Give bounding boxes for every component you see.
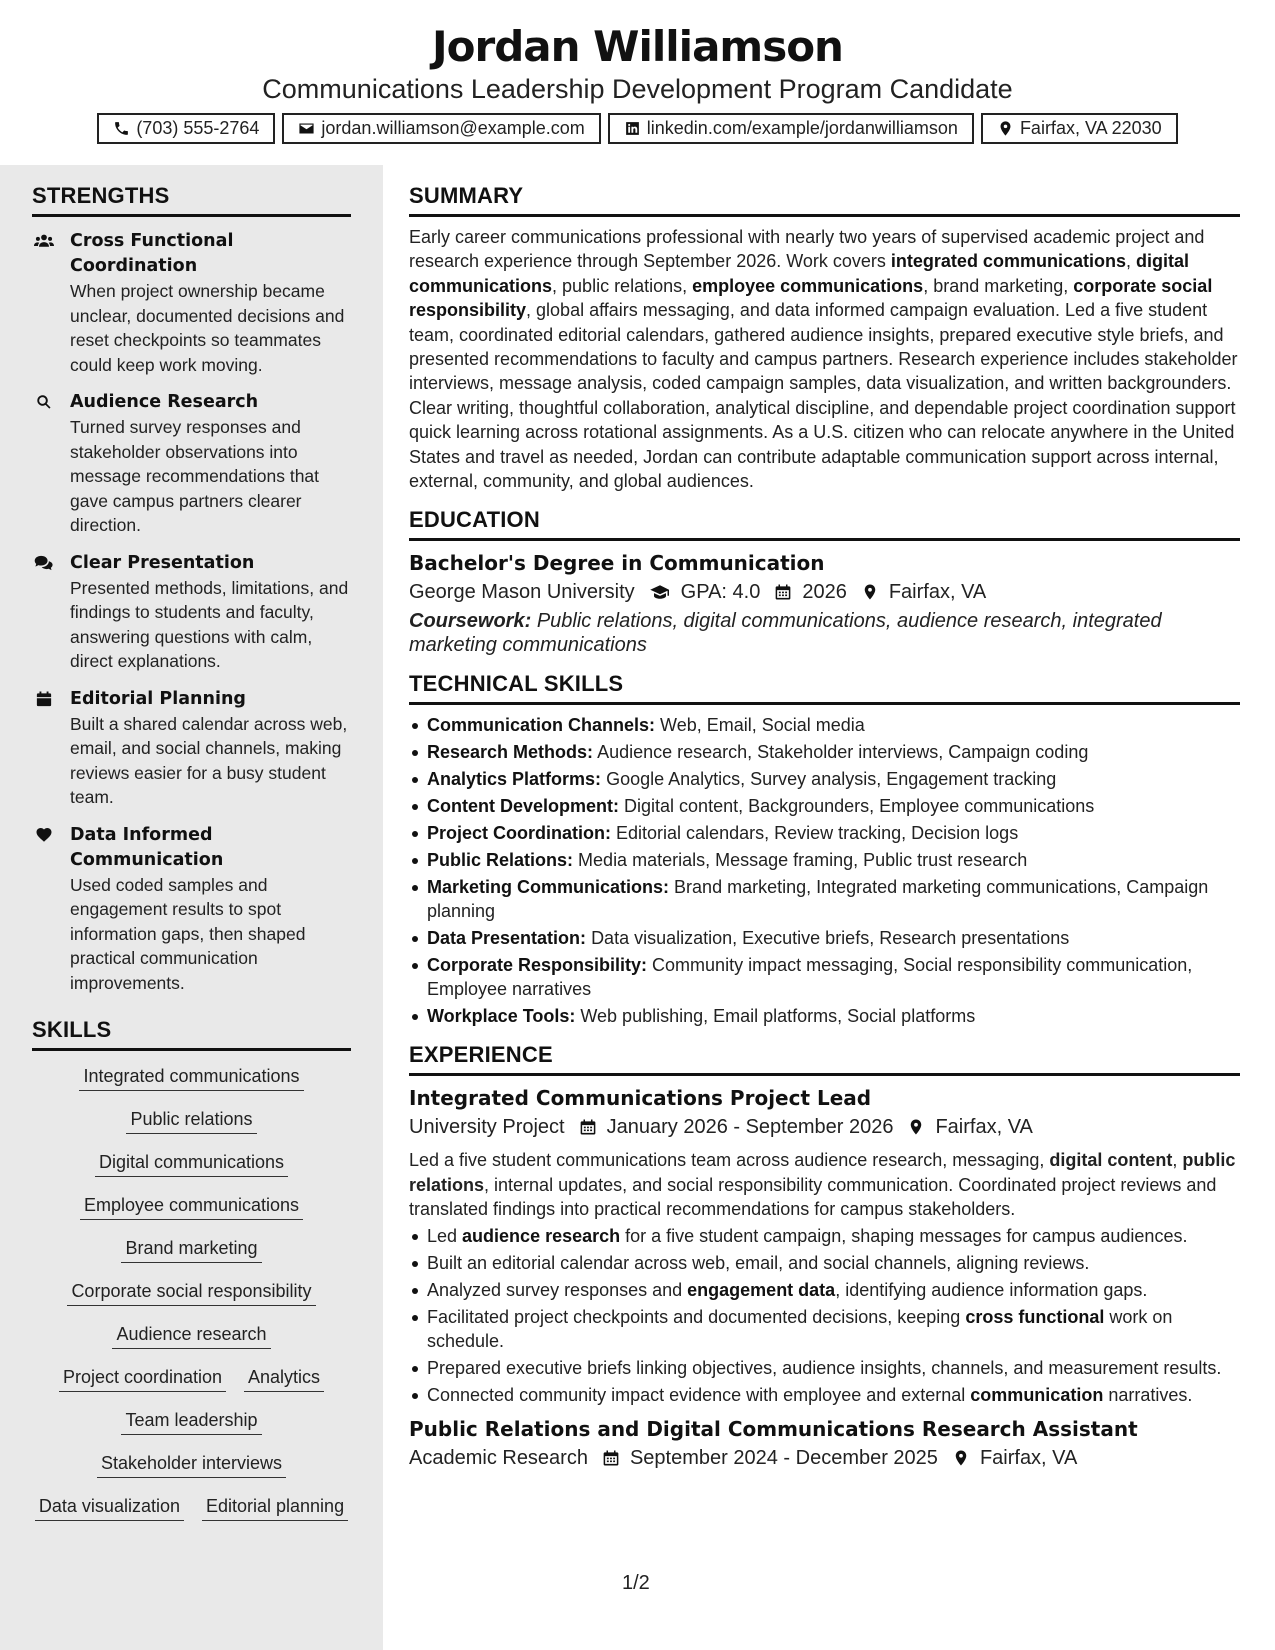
education-location: Fairfax, VA bbox=[888, 581, 987, 604]
sidebar bbox=[0, 165, 383, 1650]
summary-text: Early career communications professional with nearly two years of supervised academic project and research experience through September 2026. Work covers integrated communications, digital communications, public relations, employee communications, brand marketing, corporate social responsibility, global affairs messaging, and data informed campaign evaluation. Led a five student team, coordinated editorial calendars, gathered audience insights, prepared executive style briefs, and presented recommendations to faculty and campus partners. Research experience includes stakeholder interviews, message analysis, coded campaign samples, data visualization, and written backgrounders. Clear writing, thoughtful collaboration, analytical discipline, and dependable project coordination support quick learning across rotational assignments. As a U.S. citizen who can relocate anywhere in the United States and travel as needed, Jordan can contribute adaptable communication support across internal, external, community, and global audiences. bbox=[409, 227, 1238, 492]
page-number: 1/2 bbox=[622, 1572, 650, 1594]
tech-skill-item bbox=[409, 953, 1240, 1001]
bold-keyword: public relations bbox=[409, 1150, 1236, 1195]
comments-icon bbox=[32, 553, 56, 573]
strength-title: Clear Presentation bbox=[70, 552, 255, 573]
strength-item bbox=[32, 390, 351, 538]
calendar-icon bbox=[774, 583, 792, 601]
tech-skill-value: Brand marketing, Integrated marketing communications, Campaign planning bbox=[427, 877, 1209, 922]
tech-skill-item bbox=[409, 794, 1240, 818]
job-org: Academic Research bbox=[409, 1446, 588, 1469]
calendar-icon bbox=[602, 1449, 620, 1467]
summary-heading: SUMMARY bbox=[409, 183, 1240, 217]
technical-skills-heading: TECHNICAL SKILLS bbox=[409, 671, 1240, 705]
bold-keyword: communication bbox=[970, 1384, 1104, 1405]
job-meta bbox=[409, 1443, 1240, 1473]
resume-header bbox=[0, 0, 1275, 165]
bold-keyword: digital communications bbox=[409, 251, 1189, 296]
graduation-year: 2026 bbox=[802, 581, 847, 604]
coursework bbox=[409, 609, 1240, 657]
strength-desc: Used coded samples and engagement results to spot information gaps, then shaped practical communication improvements. bbox=[70, 874, 306, 993]
job-entry bbox=[409, 1415, 1240, 1473]
job-bullet: Facilitated project checkpoints and documented decisions, keeping cross functional work on schedule. bbox=[409, 1305, 1240, 1353]
skill-tag: Project coordination bbox=[59, 1366, 226, 1392]
bold-keyword: integrated communications bbox=[890, 251, 1126, 272]
users-icon bbox=[32, 231, 56, 251]
calendar-icon bbox=[579, 1118, 597, 1136]
job-description: Led a five student communications team across audience research, messaging, digital content, public relations, internal updates, and social responsibility communication. Coordinated project reviews and translated findings into practical recommendations for campus stakeholders. bbox=[409, 1150, 1236, 1220]
contact-email-text: jordan.williamson@example.com bbox=[321, 118, 585, 138]
skill-tag: Audience research bbox=[112, 1323, 270, 1349]
bold-keyword: audience research bbox=[462, 1225, 621, 1246]
bold-keyword: engagement data bbox=[687, 1279, 836, 1300]
tech-skill-value: Web, Email, Social media bbox=[660, 715, 865, 736]
tech-skill-value: Data visualization, Executive briefs, Research presentations bbox=[591, 928, 1070, 949]
tech-skill-item bbox=[409, 767, 1240, 791]
contact-linkedin-text: linkedin.com/example/jordanwilliamson bbox=[646, 118, 958, 138]
education-heading: EDUCATION bbox=[409, 507, 1240, 541]
main-content bbox=[409, 183, 1240, 1473]
map-pin-icon bbox=[997, 120, 1014, 137]
tech-skill-value: Media materials, Message framing, Public trust research bbox=[578, 850, 1028, 871]
tech-skill-item bbox=[409, 740, 1240, 764]
tech-skill-label: Marketing Communications: bbox=[427, 877, 670, 898]
contact-linkedin[interactable] bbox=[608, 113, 974, 144]
tech-skill-value: Community impact messaging, Social responsibility communication, Employee narratives bbox=[427, 955, 1193, 1000]
job-dates: September 2024 - December 2025 bbox=[629, 1446, 938, 1469]
coursework-label: Coursework: bbox=[409, 610, 532, 633]
tech-skill-item bbox=[409, 821, 1240, 845]
bold-keyword: employee communications bbox=[692, 275, 924, 296]
tech-skill-value: Editorial calendars, Review tracking, Decision logs bbox=[616, 823, 1019, 844]
strength-title: Editorial Planning bbox=[70, 688, 246, 709]
linkedin-icon bbox=[624, 120, 641, 137]
strength-desc: Presented methods, limitations, and findings to students and faculty, answering questions with calm, direct explanations. bbox=[70, 577, 349, 671]
strength-title: Audience Research bbox=[70, 392, 259, 412]
job-location: Fairfax, VA bbox=[979, 1446, 1078, 1469]
strength-desc: Built a shared calendar across web, email, and social channels, making reviews easier for a busy student team. bbox=[70, 713, 348, 807]
tech-skill-label: Communication Channels: bbox=[427, 715, 656, 736]
coursework-list: Public relations, digital communications, audience research, integrated marketing communications bbox=[409, 610, 1162, 657]
contact-phone[interactable] bbox=[97, 113, 275, 144]
heart-icon bbox=[32, 825, 56, 845]
tech-skill-label: Data Presentation: bbox=[427, 928, 587, 949]
strengths-list bbox=[32, 229, 351, 995]
tech-skill-label: Project Coordination: bbox=[427, 823, 611, 844]
skill-tag: Corporate social responsibility bbox=[67, 1280, 315, 1306]
strength-item bbox=[32, 229, 351, 377]
skill-tag: Editorial planning bbox=[202, 1495, 348, 1521]
contact-phone-text: (703) 555-2764 bbox=[136, 118, 260, 138]
school-name: George Mason University bbox=[409, 581, 635, 604]
tech-skill-value: Audience research, Stakeholder interviews, Campaign coding bbox=[597, 742, 1089, 763]
phone-icon bbox=[113, 120, 130, 137]
contact-location-text: Fairfax, VA 22030 bbox=[1019, 118, 1162, 138]
tech-skill-item bbox=[409, 926, 1240, 950]
job-title: Public Relations and Digital Communications Research Assistant bbox=[409, 1416, 1138, 1441]
skill-tag: Team leadership bbox=[121, 1409, 261, 1435]
skill-tag: Stakeholder interviews bbox=[97, 1452, 286, 1478]
strength-desc: Turned survey responses and stakeholder observations into message recommendations that gave campus partners clearer direction. bbox=[70, 417, 320, 535]
strength-desc: When project ownership became unclear, documented decisions and reset checkpoints so teammates could keep work moving. bbox=[70, 281, 345, 375]
tech-skill-label: Corporate Responsibility: bbox=[427, 955, 648, 976]
tech-skill-label: Public Relations: bbox=[427, 850, 574, 871]
contact-email[interactable] bbox=[282, 113, 600, 144]
job-dates: January 2026 - September 2026 bbox=[606, 1116, 894, 1139]
job-bullet: Prepared executive briefs linking objectives, audience insights, channels, and measurement results. bbox=[409, 1356, 1240, 1380]
strength-item bbox=[32, 687, 351, 810]
gpa: GPA: 4.0 bbox=[680, 581, 761, 604]
bold-keyword: cross functional bbox=[965, 1306, 1105, 1327]
map-pin-icon bbox=[952, 1449, 970, 1467]
degree-title: Bachelor's Degree in Communication bbox=[409, 551, 825, 576]
map-pin-icon bbox=[861, 583, 879, 601]
job-bullets bbox=[409, 1224, 1240, 1407]
tech-skill-label: Analytics Platforms: bbox=[427, 769, 602, 790]
strengths-heading: STRENGTHS bbox=[32, 183, 351, 217]
experience-heading: EXPERIENCE bbox=[409, 1042, 1240, 1076]
job-bullet: Analyzed survey responses and engagement data, identifying audience information gaps. bbox=[409, 1278, 1240, 1302]
strength-item bbox=[32, 823, 351, 996]
education-meta bbox=[409, 577, 1240, 607]
job-bullet: Built an editorial calendar across web, email, and social channels, aligning reviews. bbox=[409, 1251, 1240, 1275]
envelope-icon bbox=[298, 120, 315, 137]
job-title: Integrated Communications Project Lead bbox=[409, 1086, 872, 1111]
tech-skill-item bbox=[409, 848, 1240, 872]
map-pin-icon bbox=[907, 1118, 925, 1136]
technical-skills-list bbox=[409, 713, 1240, 1028]
tech-skill-label: Workplace Tools: bbox=[427, 1006, 576, 1027]
candidate-name: Jordan Williamson bbox=[432, 22, 843, 71]
bold-keyword: digital content bbox=[1049, 1150, 1173, 1171]
skill-tag: Brand marketing bbox=[121, 1237, 261, 1263]
skill-tag: Integrated communications bbox=[79, 1065, 303, 1091]
skill-tag: Data visualization bbox=[35, 1495, 184, 1521]
strength-title: Cross Functional Coordination bbox=[70, 231, 234, 276]
strength-title: Data Informed Communication bbox=[70, 824, 224, 870]
tech-skill-value: Web publishing, Email platforms, Social platforms bbox=[580, 1006, 976, 1027]
skill-tag: Public relations bbox=[126, 1108, 256, 1134]
search-icon bbox=[32, 392, 56, 412]
tech-skill-item bbox=[409, 875, 1240, 923]
graduation-cap-icon bbox=[649, 583, 671, 601]
skill-tag: Analytics bbox=[244, 1366, 324, 1392]
contact-location bbox=[981, 113, 1178, 144]
skill-tag: Employee communications bbox=[80, 1194, 303, 1220]
job-bullet: Connected community impact evidence with employee and external communication narratives. bbox=[409, 1383, 1240, 1407]
contact-row bbox=[0, 113, 1275, 144]
candidate-tagline: Communications Leadership Development Program Candidate bbox=[262, 74, 1013, 104]
job-org: University Project bbox=[409, 1116, 565, 1139]
calendar-icon bbox=[32, 689, 56, 709]
tech-skill-value: Google Analytics, Survey analysis, Engagement tracking bbox=[606, 769, 1057, 790]
job-meta bbox=[409, 1112, 1240, 1142]
skills-heading: SKILLS bbox=[32, 1017, 351, 1051]
skills-list bbox=[32, 1065, 351, 1538]
skill-tag: Digital communications bbox=[95, 1151, 288, 1177]
tech-skill-label: Research Methods: bbox=[427, 742, 594, 763]
tech-skill-item bbox=[409, 713, 1240, 737]
job-entry bbox=[409, 1084, 1240, 1406]
tech-skill-value: Digital content, Backgrounders, Employee communications bbox=[624, 796, 1095, 817]
strength-item bbox=[32, 551, 351, 674]
tech-skill-label: Content Development: bbox=[427, 796, 620, 817]
bold-keyword: corporate social responsibility bbox=[409, 275, 1213, 321]
job-location: Fairfax, VA bbox=[935, 1116, 1033, 1139]
job-bullet: Led audience research for a five student campaign, shaping messages for campus audiences. bbox=[409, 1224, 1240, 1248]
tech-skill-item bbox=[409, 1004, 1240, 1028]
